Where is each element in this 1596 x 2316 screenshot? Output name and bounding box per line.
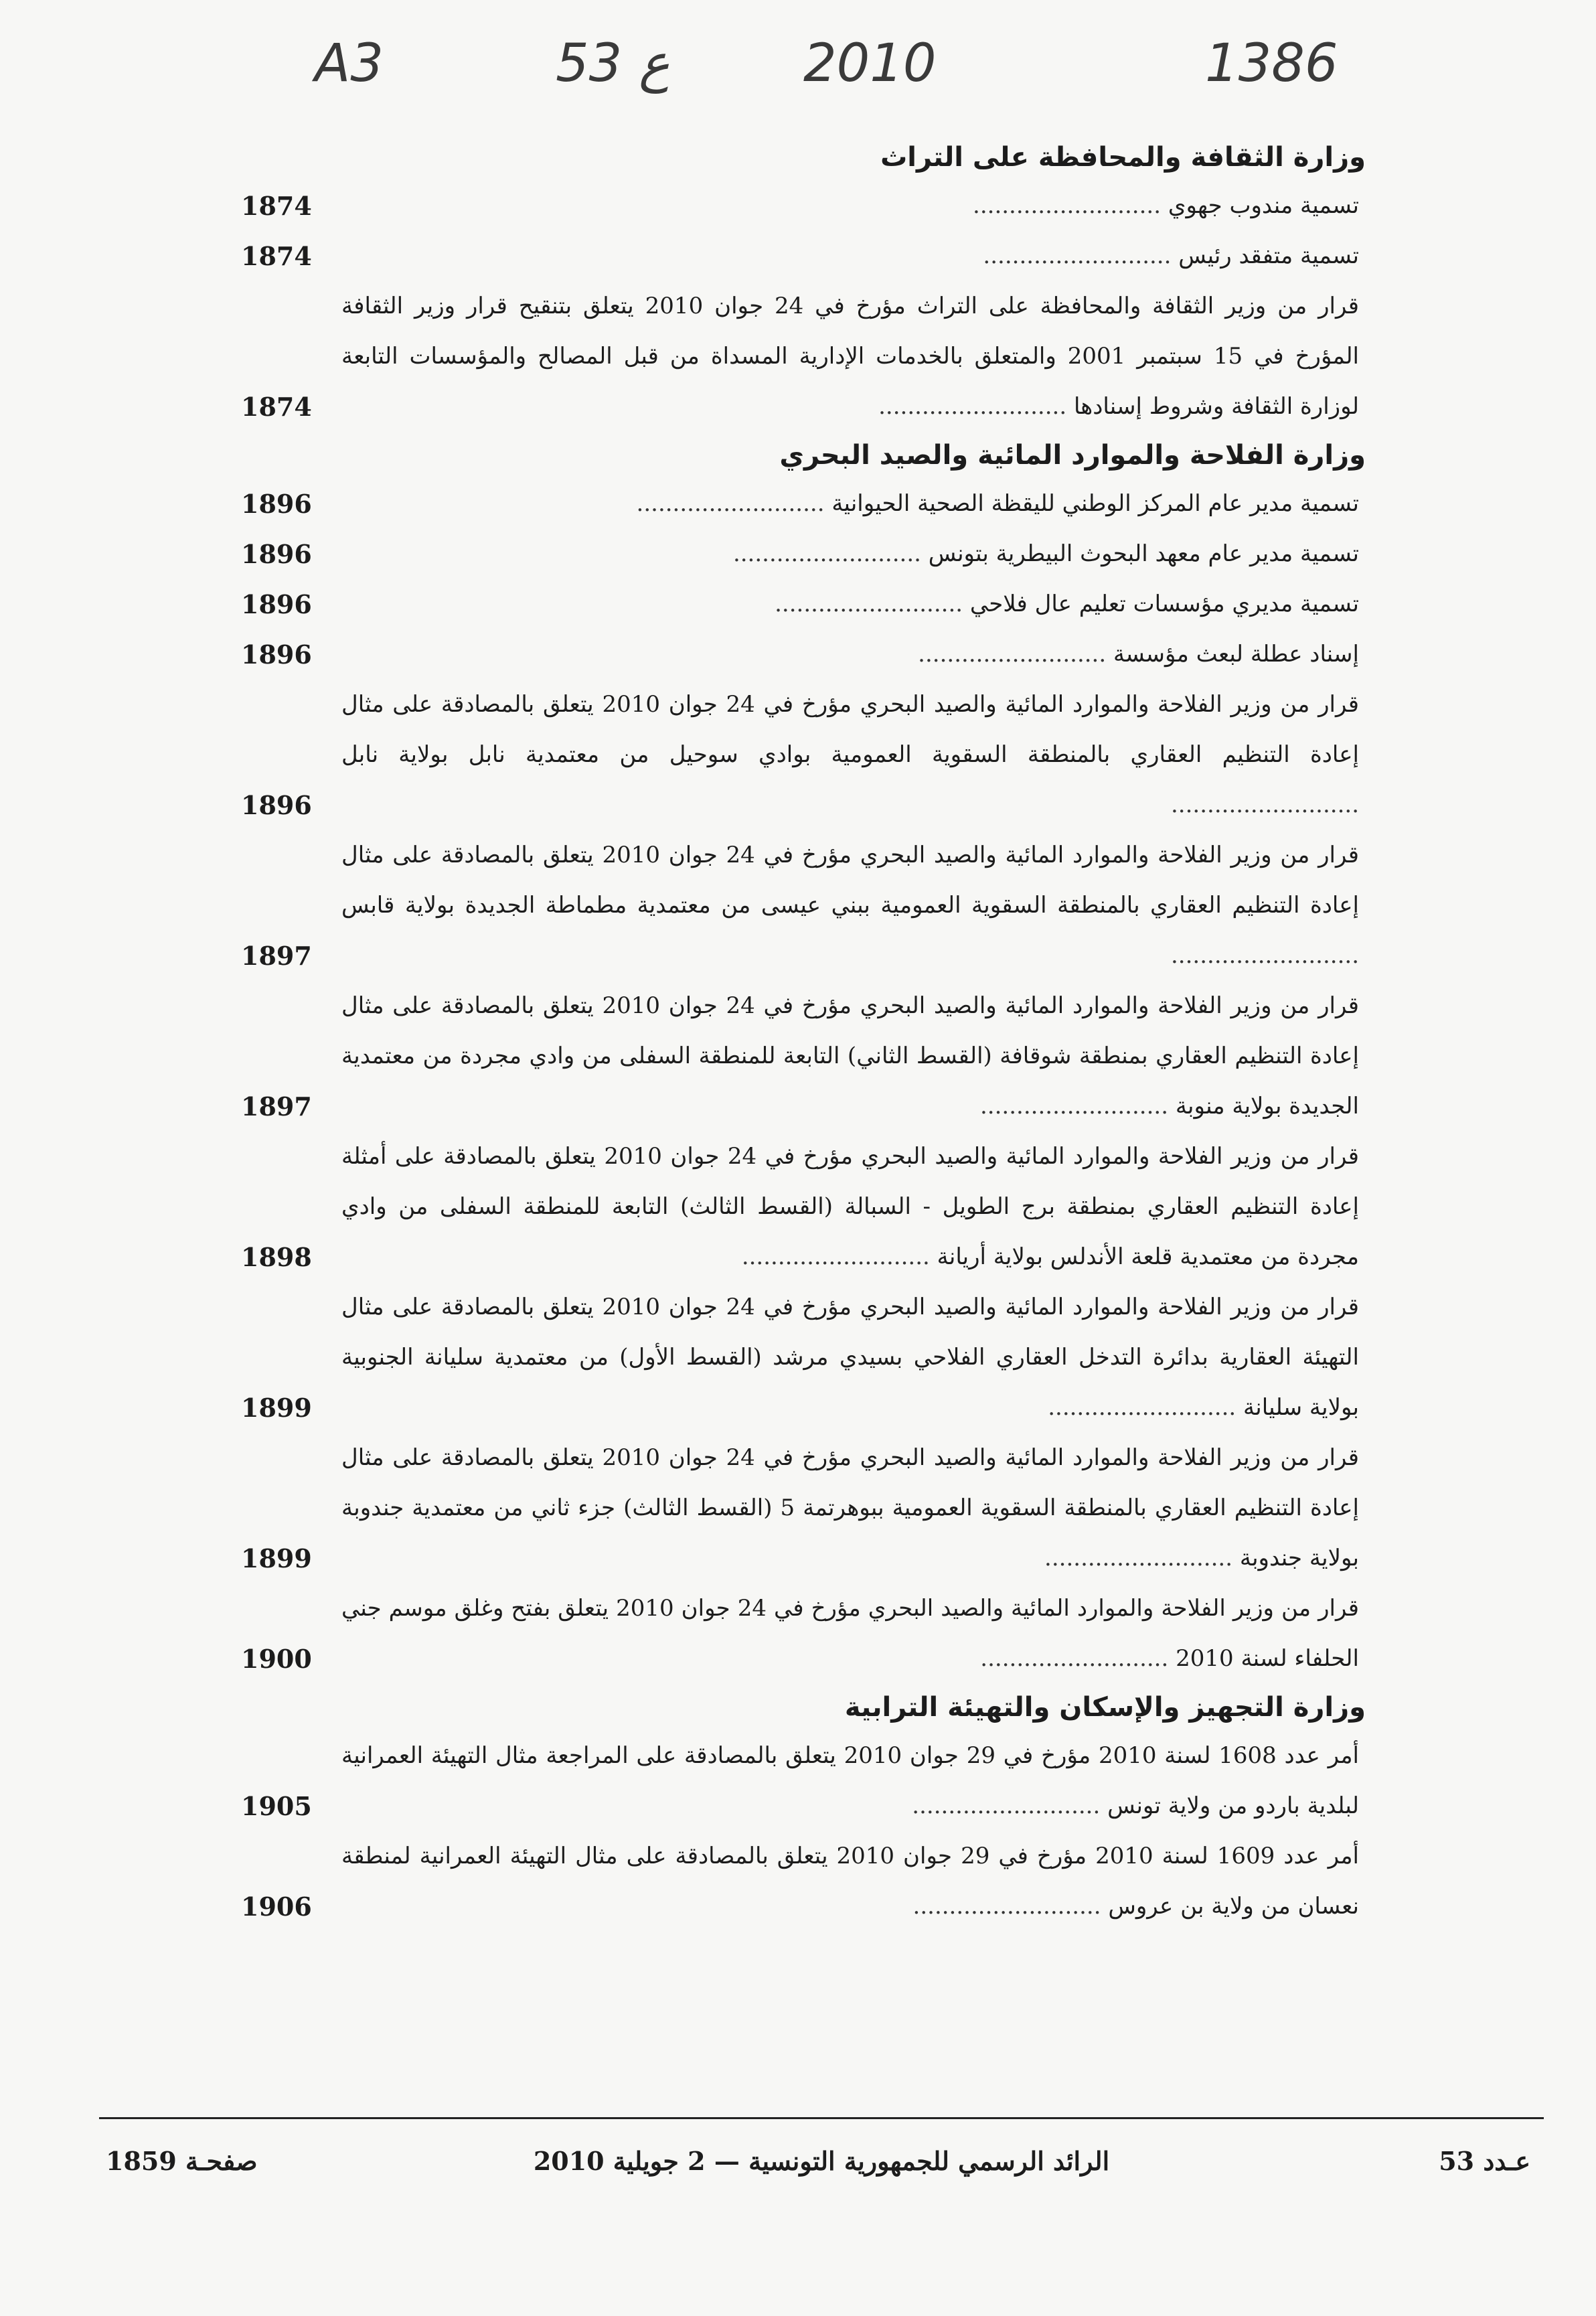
leader-dots: .......................... bbox=[1171, 791, 1359, 818]
toc-page-number: 1906 bbox=[241, 1892, 312, 1922]
toc-page-number: 1897 bbox=[241, 1091, 312, 1122]
handwritten-note-d: 1386 bbox=[1205, 33, 1338, 94]
page-footer bbox=[99, 2139, 1544, 2193]
handwritten-note-c: 2010 bbox=[803, 33, 937, 94]
leader-dots: .......................... bbox=[741, 1243, 930, 1270]
toc-page-number: 1898 bbox=[241, 1242, 312, 1272]
table-of-contents bbox=[241, 134, 1366, 1932]
handwritten-note-a: A3 bbox=[315, 33, 384, 94]
toc-entry-text: قرار من وزير الفلاحة والموارد المائية والصيد البحري مؤرخ في 24 جوان 2010 يتعلق بالمصادقة على مثال إعادة التنظيم العقاري بمنطقة شوقافة (القسط الثاني) التابعة للمنطقة السفلى من وادي مجردة من معتمدية الجديدة بولاية منوبة bbox=[341, 992, 1359, 1120]
section-heading: وزارة الفلاحة والموارد المائية والصيد البحري bbox=[779, 440, 1366, 471]
toc-page-number: 1874 bbox=[241, 392, 312, 422]
leader-dots: .......................... bbox=[912, 1792, 1101, 1819]
toc-entry bbox=[241, 529, 1366, 579]
toc-entry-text: قرار من وزير الفلاحة والموارد المائية والصيد البحري مؤرخ في 24 جوان 2010 يتعلق بالمصادقة على مثال إعادة التنظيم العقاري بالمنطقة السقوية العمومية بوادي سوحيل من معتمدية نابل بولاية نابل bbox=[341, 691, 1359, 768]
toc-page-number: 1900 bbox=[241, 1644, 312, 1674]
toc-entry bbox=[241, 181, 1366, 231]
handwritten-notes bbox=[0, 27, 1596, 107]
section-heading: وزارة الثقافة والمحافظة على التراث bbox=[880, 142, 1366, 173]
toc-entry bbox=[241, 680, 1366, 830]
toc-entry bbox=[241, 231, 1366, 281]
leader-dots: .......................... bbox=[1171, 942, 1359, 969]
leader-dots: .......................... bbox=[912, 1893, 1101, 1920]
footer-divider bbox=[99, 2117, 1544, 2119]
leader-dots: .......................... bbox=[775, 591, 963, 617]
toc-entry bbox=[241, 830, 1366, 981]
toc-page-number: 1899 bbox=[241, 1543, 312, 1573]
leader-dots: .......................... bbox=[636, 490, 825, 517]
toc-page-number: 1896 bbox=[241, 790, 312, 820]
toc-entry bbox=[241, 1584, 1366, 1684]
leader-dots: .......................... bbox=[918, 641, 1107, 668]
toc-entry bbox=[241, 1132, 1366, 1282]
handwritten-note-b: 53 ع bbox=[556, 33, 670, 94]
footer-issue-number: عـدد 53 bbox=[1439, 2146, 1530, 2176]
toc-page-number: 1874 bbox=[241, 191, 312, 221]
toc-page-number: 1874 bbox=[241, 241, 312, 271]
toc-entry-text: قرار من وزير الفلاحة والموارد المائية والصيد البحري مؤرخ في 24 جوان 2010 يتعلق بالمصادقة على مثال إعادة التنظيم العقاري بالمنطقة السقوية العمومية ببني عيسى من معتمدية مطماطة الجديدة بولاية قابس bbox=[341, 842, 1359, 919]
toc-page-number: 1896 bbox=[241, 539, 312, 569]
section-heading: وزارة التجهيز والإسكان والتهيئة الترابية bbox=[844, 1692, 1366, 1723]
leader-dots: .......................... bbox=[973, 192, 1162, 219]
toc-entry-text: قرار من وزير الفلاحة والموارد المائية والصيد البحري مؤرخ في 24 جوان 2010 يتعلق بفتح وغلق موسم جني الحلفاء لسنة 2010 bbox=[341, 1595, 1359, 1672]
leader-dots: .......................... bbox=[1044, 1545, 1233, 1571]
leader-dots: .......................... bbox=[980, 1645, 1169, 1672]
toc-entry-text: تسمية مدير عام المركز الوطني لليقظة الصحية الحيوانية bbox=[831, 490, 1359, 517]
toc-entry-text: تسمية مديري مؤسسات تعليم عال فلاحي bbox=[969, 591, 1359, 617]
toc-page-number: 1896 bbox=[241, 489, 312, 519]
toc-entry bbox=[241, 479, 1366, 529]
toc-entry-text: تسمية مدير عام معهد البحوث البيطرية بتونس bbox=[928, 540, 1359, 567]
toc-page-number: 1896 bbox=[241, 639, 312, 670]
toc-entry bbox=[241, 1282, 1366, 1433]
toc-entry-text: إسناد عطلة لبعث مؤسسة bbox=[1113, 641, 1359, 668]
leader-dots: .......................... bbox=[732, 540, 921, 567]
toc-entry bbox=[241, 1433, 1366, 1584]
toc-entry-text: أمر عدد 1608 لسنة 2010 مؤرخ في 29 جوان 2010 يتعلق بالمصادقة على المراجعة مثال التهيئة العمرانية لبلدية باردو من ولاية تونس bbox=[341, 1742, 1359, 1819]
toc-page-number: 1905 bbox=[241, 1791, 312, 1821]
toc-entry-text: أمر عدد 1609 لسنة 2010 مؤرخ في 29 جوان 2010 يتعلق بالمصادقة على مثال التهيئة العمرانية لمنطقة نعسان من ولاية بن عروس bbox=[341, 1843, 1359, 1920]
leader-dots: .......................... bbox=[980, 1093, 1168, 1120]
leader-dots: .......................... bbox=[878, 393, 1067, 420]
toc-entry-text: قرار من وزير الثقافة والمحافظة على التراث مؤرخ في 24 جوان 2010 يتعلق بتنقيح قرار وزير الثقافة المؤرخ في 15 سبتمبر 2001 والمتعلق بالخدمات الإدارية المسداة من قبل المصالح والمؤسسات التابعة لوزارة الثقافة وشروط إسنادها bbox=[341, 293, 1359, 420]
toc-entry-text: قرار من وزير الفلاحة والموارد المائية والصيد البحري مؤرخ في 24 جوان 2010 يتعلق بالمصادقة على مثال التهيئة العقارية بدائرة التدخل العقاري الفلاحي بسيدي مرشد (القسط الأول) من معتمدية سليانة الجنوبية بولاية سليانة bbox=[341, 1294, 1359, 1421]
toc-entry bbox=[241, 281, 1366, 432]
toc-entry bbox=[241, 1831, 1366, 1932]
toc-page-number: 1899 bbox=[241, 1393, 312, 1423]
toc-entry bbox=[241, 981, 1366, 1132]
toc-entry-text: قرار من وزير الفلاحة والموارد المائية والصيد البحري مؤرخ في 24 جوان 2010 يتعلق بالمصادقة على أمثلة إعادة التنظيم العقاري بمنطقة برج الطويل - السبالة (القسط الثالث) التابعة للمنطقة السفلى من وادي مجردة من معتمدية قلعة الأندلس بولاية أريانة bbox=[341, 1143, 1359, 1270]
toc-page-number: 1897 bbox=[241, 941, 312, 971]
toc-entry bbox=[241, 579, 1366, 629]
toc-entry-text: تسمية مندوب جهوي bbox=[1168, 192, 1359, 219]
footer-page-number: صفحـة 1859 bbox=[106, 2146, 258, 2176]
leader-dots: .......................... bbox=[983, 242, 1172, 269]
toc-entry-text: تسمية متفقد رئيس bbox=[1178, 242, 1359, 269]
toc-entry bbox=[241, 1731, 1366, 1831]
leader-dots: .......................... bbox=[1048, 1394, 1236, 1421]
toc-entry bbox=[241, 629, 1366, 680]
toc-page-number: 1896 bbox=[241, 589, 312, 619]
footer-gazette-title: الرائد الرسمي للجمهورية التونسية — 2 جويلية 2010 bbox=[533, 2146, 1110, 2176]
toc-entry-text: قرار من وزير الفلاحة والموارد المائية والصيد البحري مؤرخ في 24 جوان 2010 يتعلق بالمصادقة على مثال إعادة التنظيم العقاري بالمنطقة السقوية العمومية ببوهرتمة 5 (القسط الثالث) جزء ثاني من معتمدية جندوبة بولاية جندوبة bbox=[341, 1444, 1360, 1571]
